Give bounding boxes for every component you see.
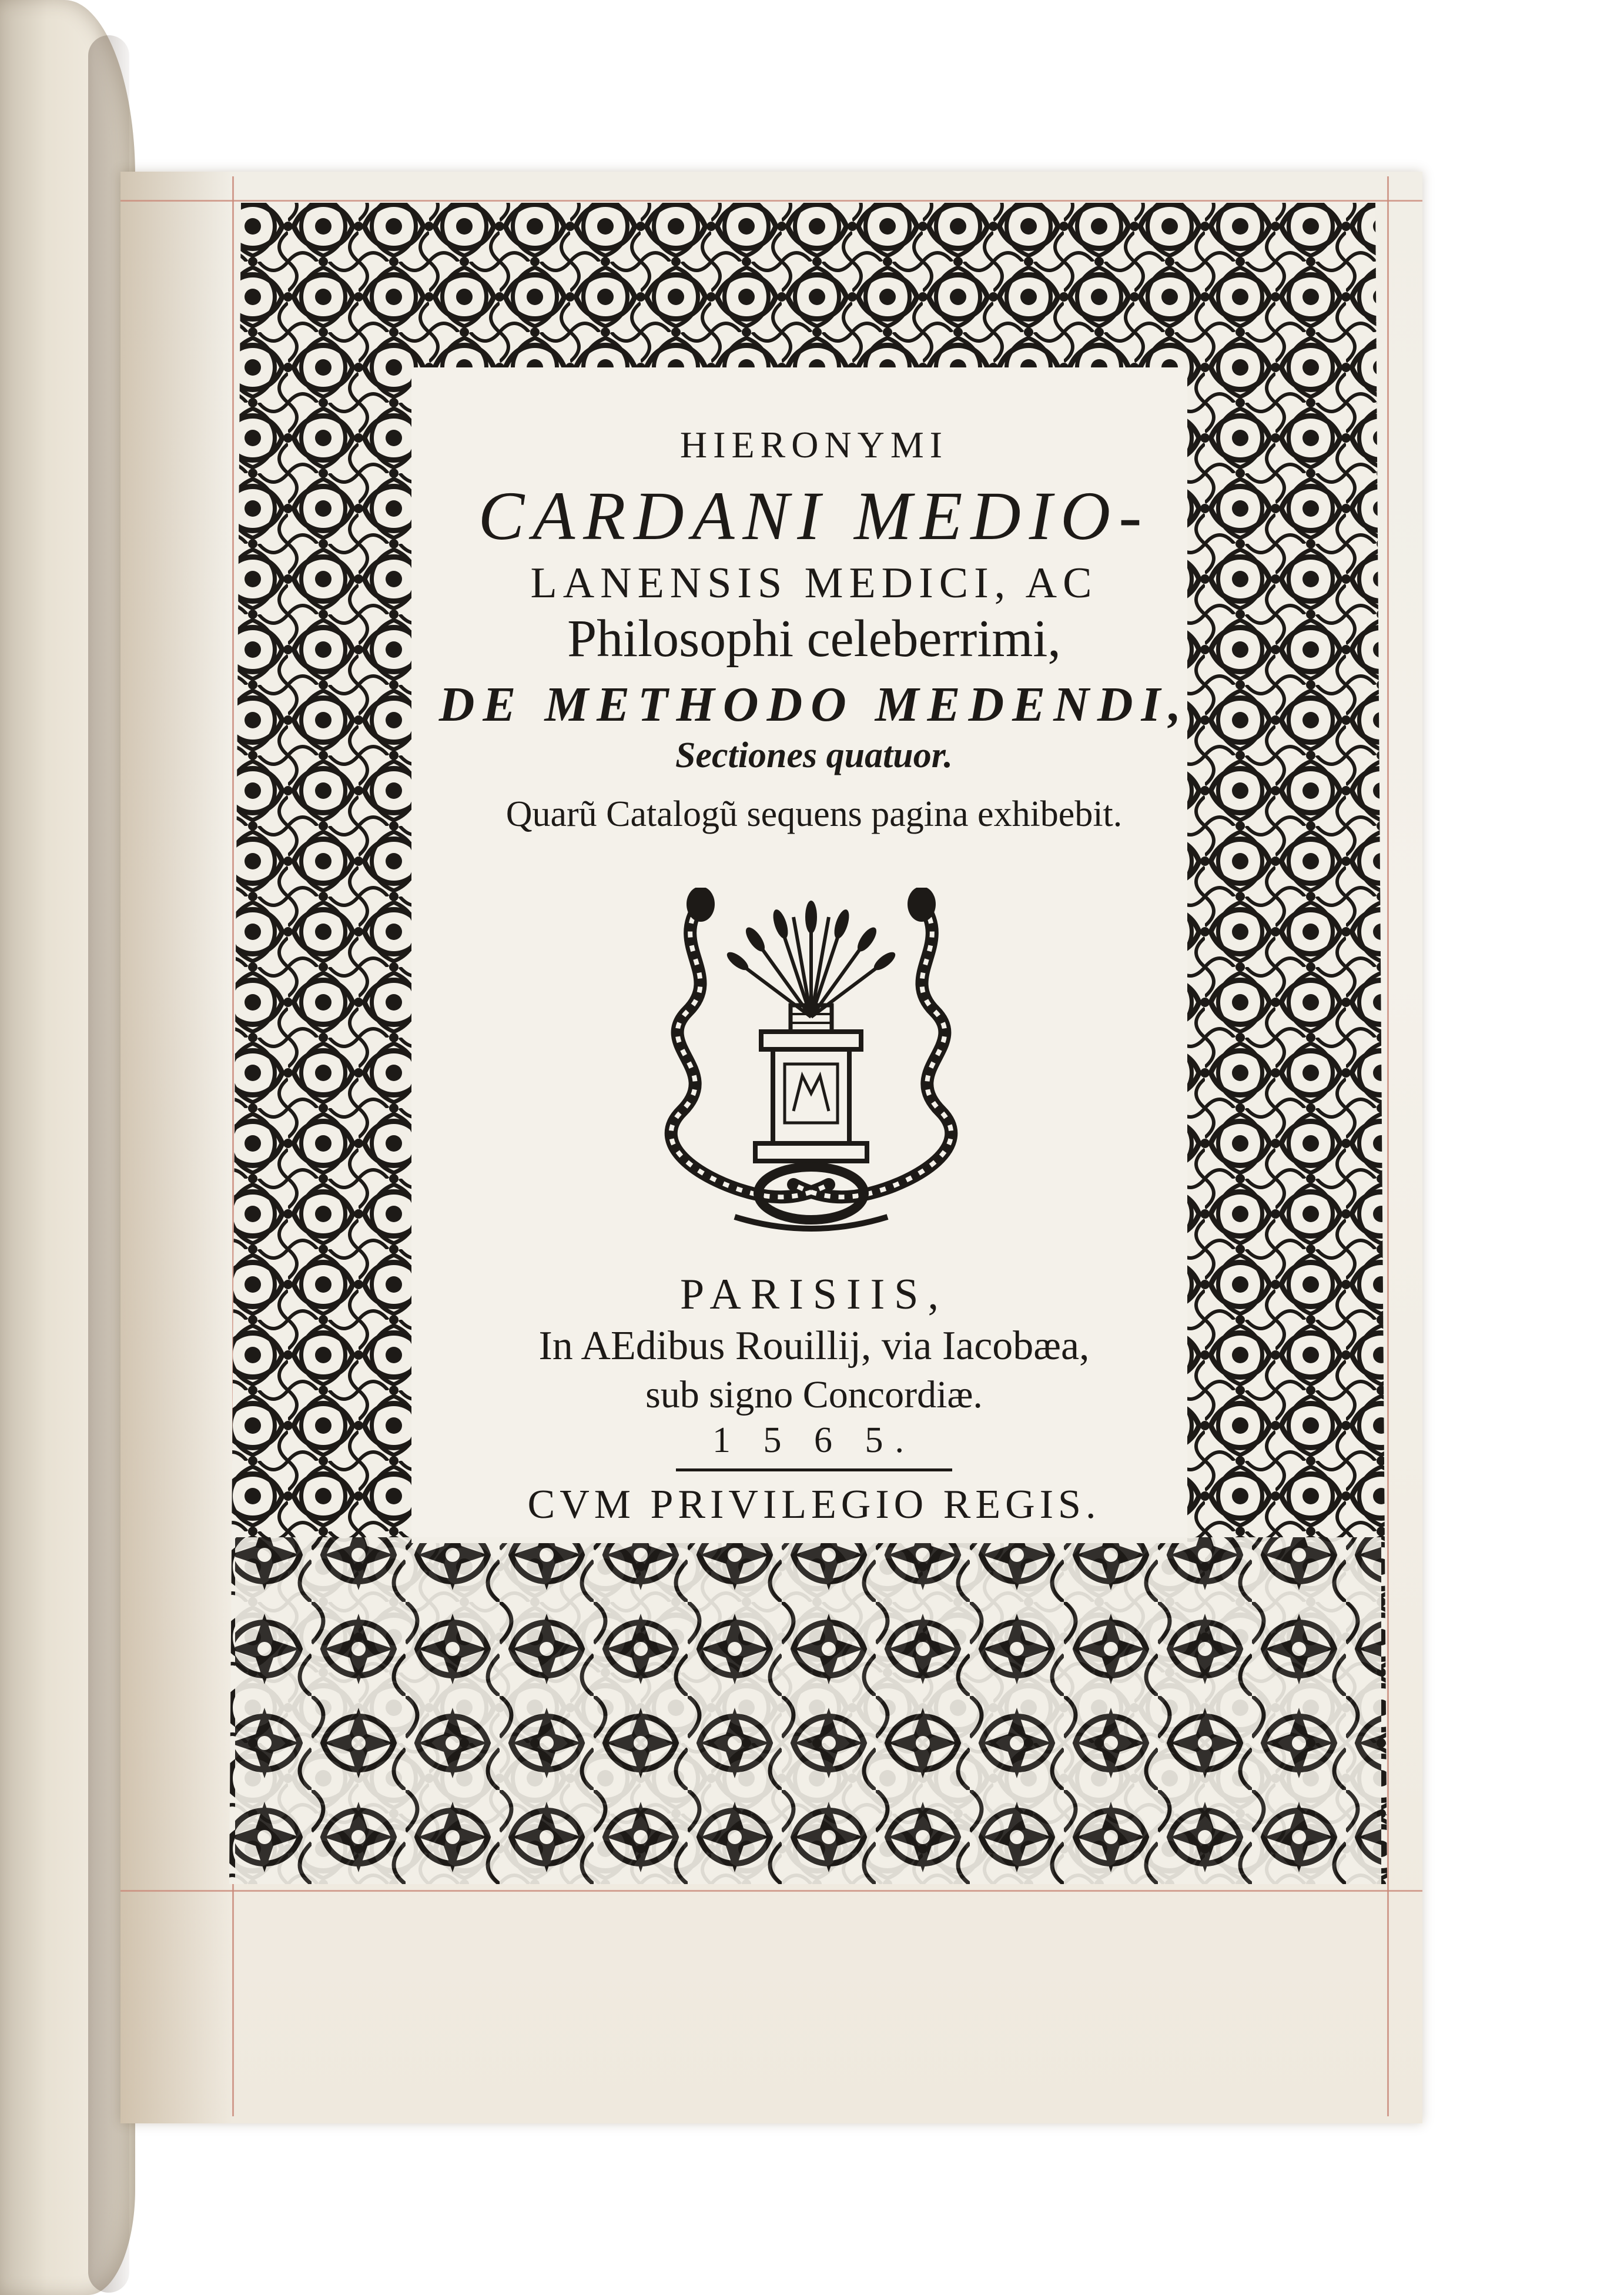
work-subtitle: Sectiones quatuor. — [675, 735, 953, 775]
imprint-city: PARISIIS, — [680, 1270, 948, 1319]
author-surname: CARDANI MEDIO- — [478, 477, 1150, 554]
work-title: DE METHODO MEDENDI, — [438, 677, 1190, 732]
author-forename: HIERONYMI — [679, 424, 949, 466]
year-rule — [676, 1468, 952, 1471]
imprint-printer: In AEdibus Rouillij, via Iacobæa, — [538, 1323, 1090, 1369]
author-epithet: LANENSIS MEDICI, AC — [530, 559, 1098, 607]
imprint-sign: sub signo Concordiæ. — [645, 1373, 983, 1416]
royal-privilege: CVM PRIVILEGIO REGIS. — [527, 1482, 1101, 1527]
serpents-and-wheat-sheaf-device-icon — [635, 888, 987, 1252]
title-text-panel — [423, 382, 1205, 1527]
author-description: Philosophi celeberrimi, — [567, 610, 1061, 668]
page-gutter-shadow — [120, 172, 232, 2123]
imprint-year: 1 5 6 5. — [712, 1420, 916, 1460]
catalogue-note: Quarũ Catalogũ sequens pagina exhibebit. — [505, 794, 1123, 834]
